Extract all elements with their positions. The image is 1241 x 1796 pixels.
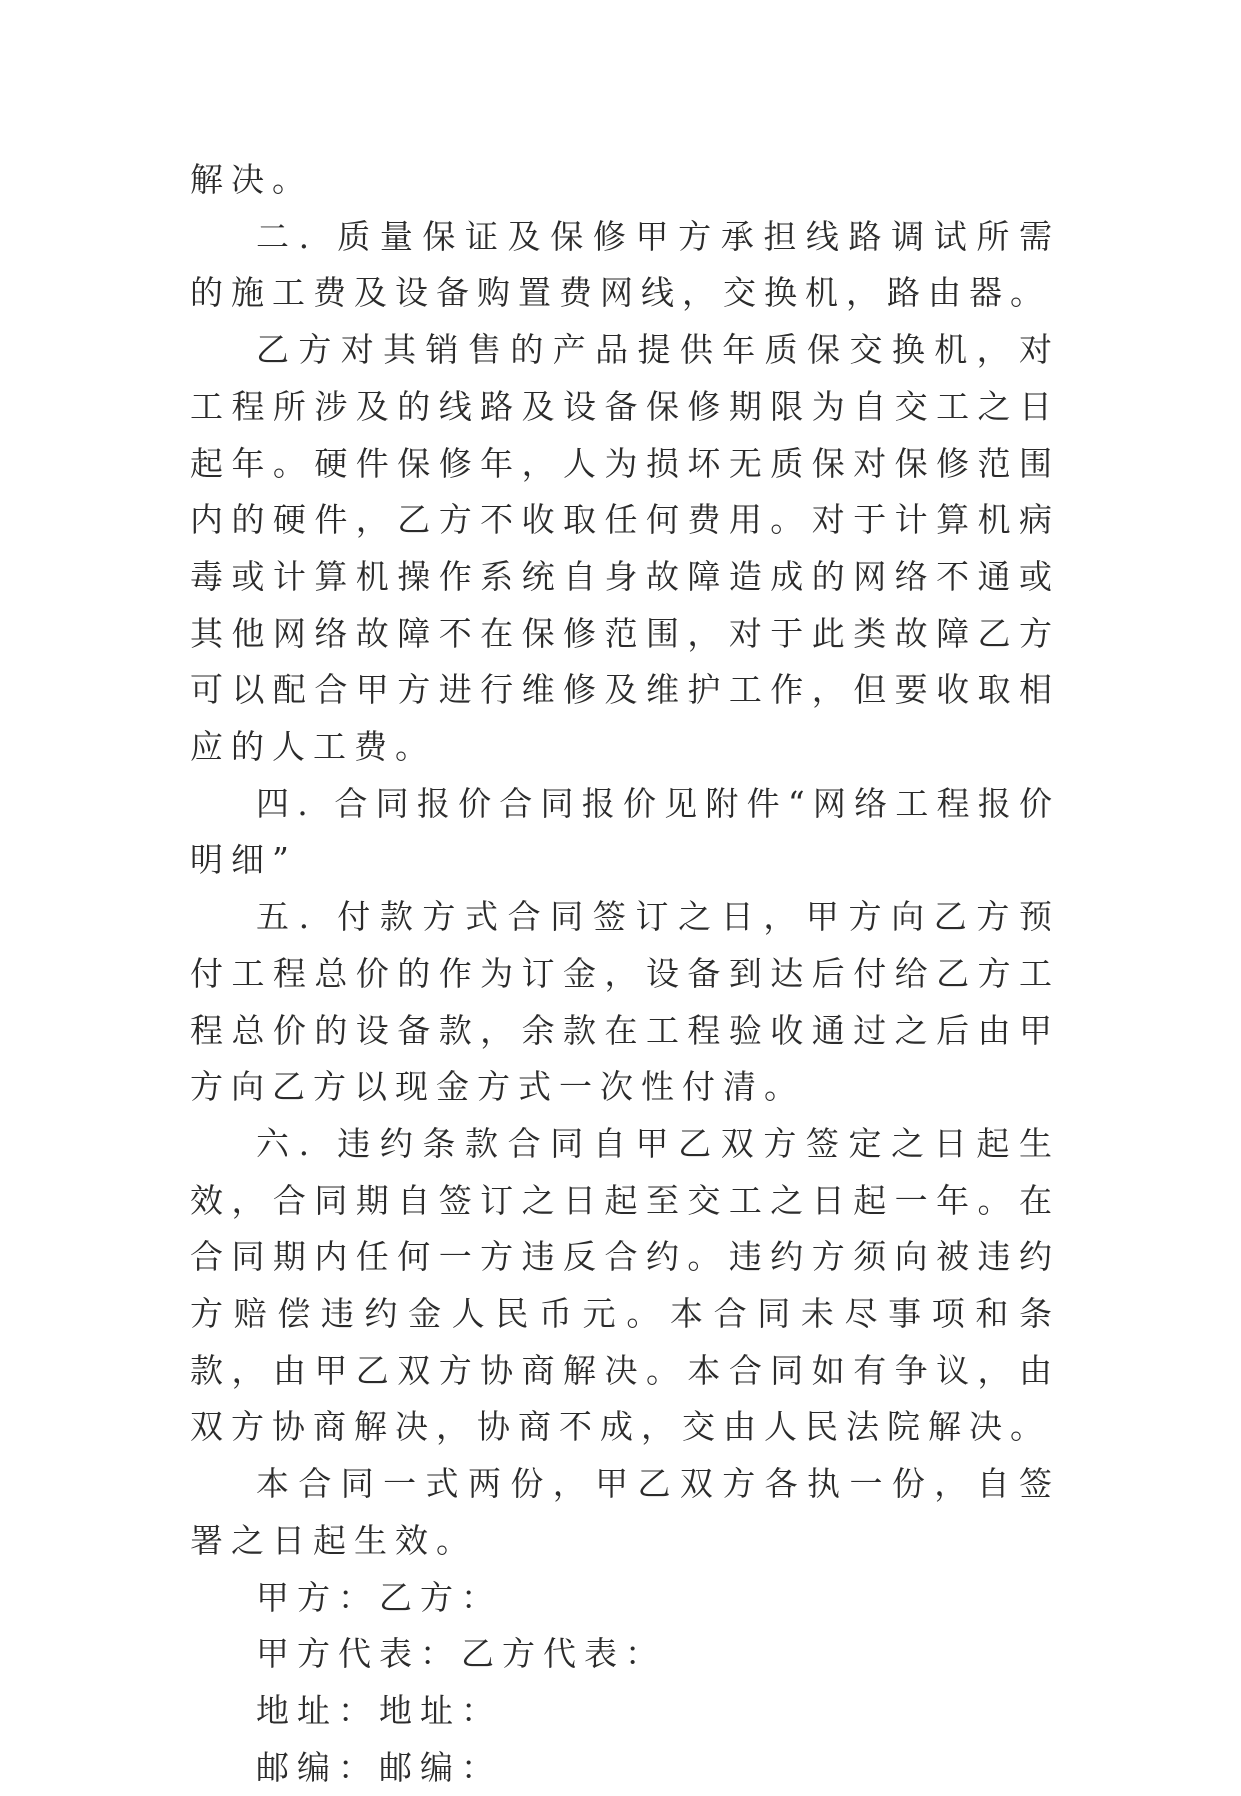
paragraph-breach-terms: 六. 违约条款合同自甲乙双方签定之日起生效，合同期自签订之日起至交工之日起一年。在合同期内任何一方违反合约。违约方须向被违约方赔偿违约金人民币元。本合同未尽事项和条款，由甲乙双方协商解决。本合同如有争议，由双方协商解决，协商不成，交由人民法院解决。 <box>190 1123 1060 1447</box>
signature-block <box>190 1570 1060 1796</box>
paragraph-payment-method: 五. 付款方式合同签订之日，甲方向乙方预付工程总价的作为订金，设备到达后付给乙方工程总价的设备款，余款在工程验收通过之后由甲方向乙方以现金方式一次性付清。 <box>190 897 1060 1107</box>
signature-parties: 甲方：乙方： <box>256 1577 502 1617</box>
paragraph-warranty-terms: 乙方对其销售的产品提供年质保交换机，对工程所涉及的线路及设备保修期限为自交工之日起年。硬件保修年，人为损坏无质保对保修范围内的硬件，乙方不收取任何费用。对于计算机病毒或计算机操作系统自身故障造成的网络不通或其他网络故障不在保修范围，对于此类故障乙方可以配合甲方进行维修及维护工作，但要收取相应的人工费。 <box>190 330 1060 767</box>
paragraph-continuation: 解决。 <box>190 160 313 199</box>
signature-postcode: 邮编：邮编： <box>256 1747 502 1787</box>
signature-address: 地址：地址： <box>256 1690 502 1730</box>
paragraph-copies: 本合同一式两份，甲乙双方各执一份，自签署之日起生效。 <box>190 1464 1060 1560</box>
paragraph-contract-quote: 四. 合同报价合同报价见附件“网络工程报价明细” <box>190 783 1060 880</box>
contract-body <box>190 152 1060 1796</box>
paragraph-quality-warranty: 二. 质量保证及保修甲方承担线路调试所需的施工费及设备购置费网线，交换机，路由器。 <box>190 216 1060 313</box>
signature-representatives: 甲方代表：乙方代表： <box>256 1634 666 1674</box>
